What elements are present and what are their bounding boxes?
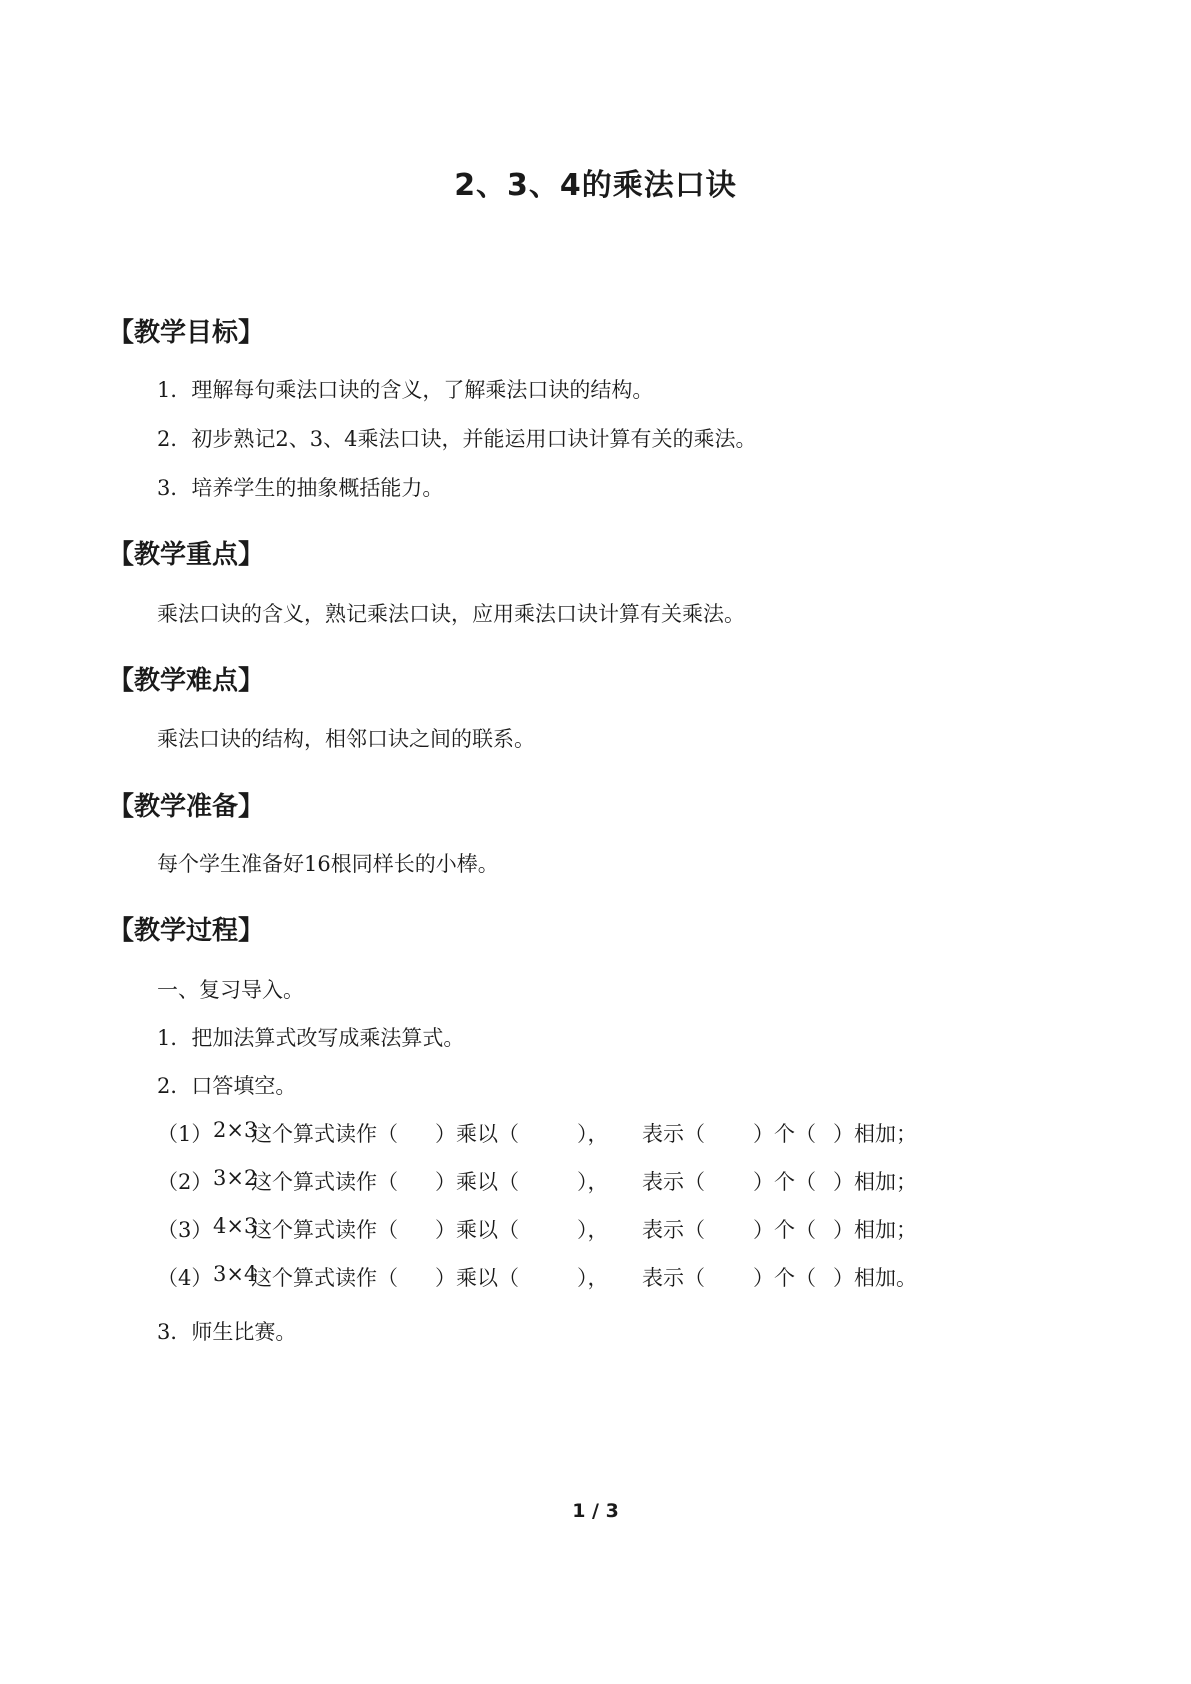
fill-means: 表示（ [642,1218,705,1242]
fill-multiply-by: ）乘以（ [435,1218,519,1242]
fill-add: ）相加； [833,1122,917,1146]
fill-read-as: 这个算式读作（ [251,1170,398,1194]
fill-index: （3） [157,1218,213,1242]
fill-read-as: 这个算式读作（ [251,1122,398,1146]
objective-line-3: 3．培养学生的抽象概括能力。 [157,476,444,500]
preparation-line: 每个学生准备好16根同样长的小棒。 [157,852,499,876]
difficulties-line: 乘法口诀的结构，相邻口诀之间的联系。 [157,727,535,751]
objective-line-2: 2．初步熟记2、3、4乘法口诀，并能运用口诀计算有关的乘法。 [157,427,757,451]
fill-expression: 2×3 [213,1118,258,1142]
process-line-3: 2．口答填空。 [157,1074,297,1098]
fill-read-as: 这个算式读作（ [251,1218,398,1242]
fill-blank-row-2 [157,1166,917,1196]
section-heading-preparation: 【教学准备】 [108,792,265,822]
fill-close: ）， [577,1266,609,1290]
section-heading-difficulties: 【教学难点】 [108,666,265,696]
fill-close: ）， [577,1218,609,1242]
section-heading-process: 【教学过程】 [108,916,265,946]
fill-add: ）相加； [833,1218,917,1242]
fill-multiply-by: ）乘以（ [435,1266,519,1290]
fill-index: （1） [157,1122,213,1146]
fill-index: （2） [157,1170,213,1194]
fill-blank-row-1 [157,1118,917,1148]
fill-read-as: 这个算式读作（ [251,1266,398,1290]
fill-means: 表示（ [642,1170,705,1194]
process-line-4: 3．师生比赛。 [157,1320,297,1344]
fill-count: ）个（ [753,1170,816,1194]
section-heading-key-points: 【教学重点】 [108,540,265,570]
fill-close: ）， [577,1122,609,1146]
process-line-1: 一、复习导入。 [157,978,304,1002]
page-title: 2、3、4的乘法口诀 [454,168,737,203]
fill-expression: 3×4 [213,1262,258,1286]
fill-index: （4） [157,1266,213,1290]
fill-means: 表示（ [642,1266,705,1290]
key-points-line: 乘法口诀的含义，熟记乘法口诀，应用乘法口诀计算有关乘法。 [157,602,745,626]
fill-count: ）个（ [753,1266,816,1290]
fill-expression: 3×2 [213,1166,258,1190]
section-heading-objectives: 【教学目标】 [108,318,265,348]
fill-expression: 4×3 [213,1214,258,1238]
fill-blank-row-3 [157,1214,917,1244]
fill-blank-row-4 [157,1262,917,1292]
fill-add: ）相加。 [833,1266,917,1290]
objective-line-1: 1．理解每句乘法口诀的含义，了解乘法口诀的结构。 [157,378,654,402]
fill-multiply-by: ）乘以（ [435,1170,519,1194]
fill-add: ）相加； [833,1170,917,1194]
fill-means: 表示（ [642,1122,705,1146]
fill-close: ）， [577,1170,609,1194]
fill-count: ）个（ [753,1218,816,1242]
fill-multiply-by: ）乘以（ [435,1122,519,1146]
page-number: 1 / 3 [572,1500,619,1522]
process-line-2: 1．把加法算式改写成乘法算式。 [157,1026,465,1050]
fill-count: ）个（ [753,1122,816,1146]
